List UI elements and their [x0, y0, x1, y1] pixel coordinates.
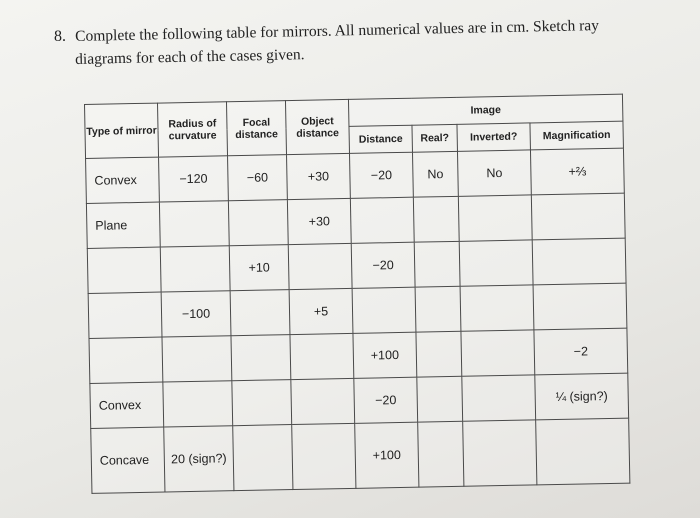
cell-focal [228, 200, 288, 246]
cell-distance: +100 [355, 422, 419, 488]
cell-focal [232, 380, 292, 426]
cell-inverted [462, 375, 536, 421]
cell-radius [160, 246, 230, 292]
cell-magnification [536, 418, 630, 485]
cell-type: Convex [86, 157, 160, 203]
mirror-table [84, 94, 630, 494]
cell-distance: −20 [351, 242, 415, 288]
cell-real: No [412, 151, 458, 197]
cell-magnification [532, 238, 626, 285]
cell-object [291, 378, 355, 424]
cell-distance: +100 [353, 332, 417, 378]
cell-focal [231, 335, 291, 381]
cell-radius: −100 [161, 291, 231, 337]
cell-distance: −20 [349, 152, 413, 198]
cell-focal: +10 [229, 245, 289, 291]
header-image: Image [348, 94, 622, 126]
header-type: Type of mirror [85, 103, 159, 158]
cell-object: +30 [287, 198, 351, 244]
header-magnification: Magnification [530, 121, 624, 150]
cell-object [290, 333, 354, 379]
cell-real [418, 421, 464, 487]
cell-inverted [461, 330, 535, 376]
cell-inverted [458, 195, 532, 241]
cell-real [414, 241, 460, 287]
cell-inverted [459, 240, 533, 286]
cell-real [416, 331, 462, 377]
header-radius: Radius of curvature [157, 102, 227, 157]
cell-real [417, 376, 463, 422]
question-text-line-1: Complete the following table for mirrors. All numerical values are in cm. Sketch ray [75, 17, 600, 45]
cell-type [88, 292, 162, 338]
cell-magnification: ¼ (sign?) [535, 373, 629, 420]
header-focal: Focal distance [226, 101, 286, 156]
cell-type: Concave [91, 427, 165, 493]
cell-radius: −120 [159, 156, 229, 202]
header-distance: Distance [349, 125, 413, 153]
question-number: 8. [54, 28, 66, 45]
cell-magnification: −2 [534, 328, 628, 375]
cell-radius: 20 (sign?) [164, 426, 234, 492]
cell-object [288, 243, 352, 289]
header-object: Object distance [285, 99, 349, 154]
cell-distance [350, 197, 414, 243]
cell-distance [352, 287, 416, 333]
cell-real [415, 286, 461, 332]
cell-inverted [460, 285, 534, 331]
cell-radius [162, 336, 232, 382]
cell-magnification [531, 193, 625, 240]
header-real: Real? [412, 124, 458, 152]
cell-type: Convex [90, 382, 164, 428]
cell-radius [159, 201, 229, 247]
cell-type: Plane [86, 202, 160, 248]
table-row [91, 418, 630, 493]
question-text-line-2: diagrams for each of the cases given. [75, 46, 305, 68]
cell-distance: −20 [354, 377, 418, 423]
cell-focal [230, 290, 290, 336]
cell-focal: −60 [228, 155, 288, 201]
cell-radius [163, 381, 233, 427]
cell-magnification [533, 283, 627, 330]
cell-type [89, 337, 163, 383]
cell-object: +30 [287, 153, 351, 199]
cell-inverted: No [457, 150, 531, 196]
cell-object: +5 [289, 288, 353, 334]
mirror-table-wrapper [84, 94, 630, 494]
cell-inverted [463, 420, 537, 486]
cell-object [292, 423, 356, 489]
cell-type [87, 247, 161, 293]
cell-magnification: +⅔ [530, 148, 624, 195]
header-inverted: Inverted? [457, 123, 531, 151]
cell-real [413, 196, 459, 242]
cell-focal [233, 425, 293, 491]
